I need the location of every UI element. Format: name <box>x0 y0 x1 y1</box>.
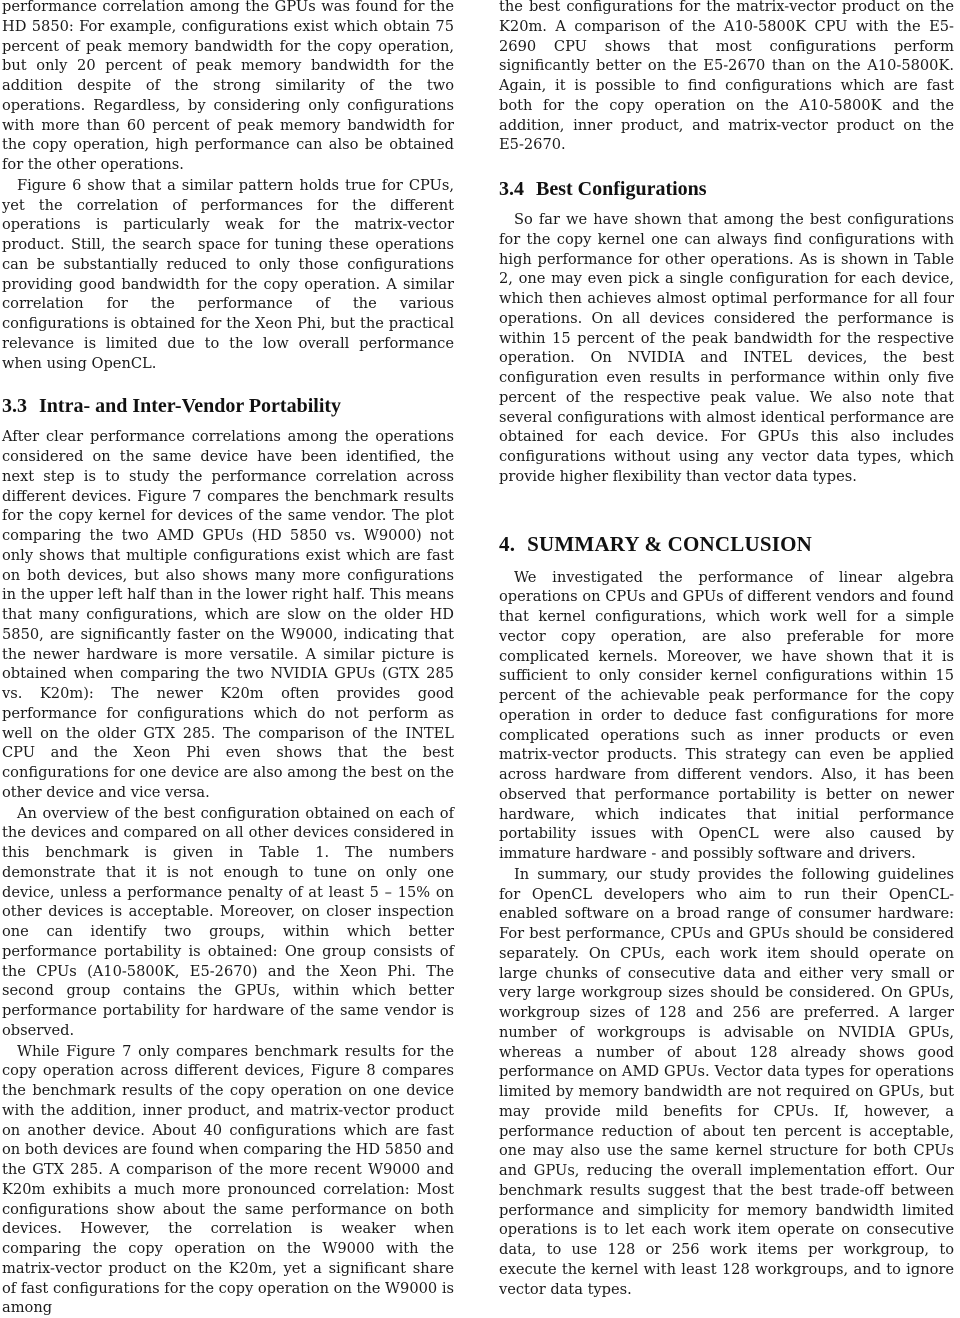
paragraph-summary: We investigated the performance of linear algebra operations on CPUs and GPUs of different vendors and found that kernel configurations, which work well for a simple vector copy operation, are also preferable for more complicated kernels. Moreover, we have shown that it is sufficient to only consider kernel configurations within 15 percent of the achievable peak performance for the copy operation in order to deduce fast configurations for more complicated operations such as inner products or even matrix-vector products. This strategy can even be applied across hardware from different vendors. Also, it has been observed that performance portability is better on newer hardware, which indicates that initial performance portability issues with OpenCL were also caused by immature hardware - and possibly software and drivers. <box>499 568 954 864</box>
section-title: Intra- and Inter-Vendor Portability <box>39 395 341 417</box>
section-title: SUMMARY & CONCLUSION <box>527 532 812 556</box>
section-number: 3.4 <box>499 178 524 200</box>
paragraph-table-overview: An overview of the best configuration obtained on each of the devices and compared on all other devices considered in this benchmark is given in Table 1. The numbers demonstrate that it is not enough to tune on only one device, unless a performance penalty of at least 5 – 15% on other devices is acceptable. Moreover, on closer inspection one can identify two groups, within which better performance portability is obtained: One group consists of the CPUs (A10-5800K, E5-2670) and the Xeon Phi. The second group contains the GPUs, within which better performance portability for hardware of the same vendor is observed. <box>2 804 454 1041</box>
section-heading-4 <box>499 531 954 557</box>
paragraph-best-configurations: So far we have shown that among the best configurations for the copy kernel one can always find configurations with high performance for other operations. As is shown in Table 2, one may even pick a single configuration for each device, which then achieves almost optimal performance for all four operations. On all devices considered the performance is within 15 percent of the peak bandwidth for the respective operation. On NVIDIA and INTEL devices, the best configuration even results in performance within only five percent of the respective peak value. We also note that several configurations with almost identical performance are obtained for each device. For GPUs this also includes configurations without using any vector data types, which provide higher flexibility than vector data types. <box>499 210 954 487</box>
paragraph-cpu-correlation: Figure 6 show that a similar pattern holds true for CPUs, yet the correlation of performances for the different operations is particularly weak for the matrix-vector product. Still, the search space for tuning these operations can be substantially reduced to only those configurations providing good bandwidth for the copy operation. A similar correlation for the performance of the various configurations is obtained for the Xeon Phi, but the practical relevance is limited due to the low overall performance when using OpenCL. <box>2 176 454 374</box>
paragraph-guidelines: In summary, our study provides the following guidelines for OpenCL developers who aim to run their OpenCL-enabled software on a broad range of consumer hardware: For best performance, CPUs and GPUs should be considered separately. On CPUs, each work item should operate on large chunks of consecutive data and either very small or very large workgroup sizes should be considered. On GPUs, workgroup sizes of 128 and 256 are preferred. A larger number of workgroups is advisable on NVIDIA GPUs, whereas a number of about 128 already shows good performance on AMD GPUs. Vector data types for operations limited by memory bandwidth are not required on GPUs, but may provide mild benefits for CPUs. If, however, a performance reduction of about ten percent is acceptable, one may also use the same kernel structure for both CPUs and GPUs, reducing the overall implementation effort. Our benchmark results suggest that the best trade-off between performance and simplicity for memory bandwidth limited operations is to let each work item operate on consecutive data, to use 128 or 256 work items per workgroup, to execute the kernel with least 128 workgroups, and to ignore vector data types. <box>499 865 954 1300</box>
section-number: 4. <box>499 532 515 556</box>
right-column <box>499 0 954 1299</box>
section-heading-3-3 <box>2 394 454 418</box>
section-title: Best Configurations <box>536 178 707 200</box>
paragraph-cross-device: After clear performance correlations among the operations considered on the same device have been identified, the next step is to study the performance correlation across different devices. Figure 7 compares the benchmark results for the copy kernel for devices of the same vendor. The plot comparing the two AMD GPUs (HD 5850 vs. W9000) not only shows that multiple configurations exist which are fast on both devices, but also shows many more configurations in the upper left half than in the lower right half. This means that many configurations, which are slow on the older HD 5850, are significantly faster on the W9000, indicating that the newer hardware is more versatile. A similar picture is obtained when comparing the two NVIDIA GPUs (GTX 285 vs. K20m): The newer K20m often provides good performance for configurations which do not perform as well on the older GTX 285. The comparison of the INTEL CPU and the Xeon Phi even shows that the best configurations for one device are also among the best on the other device and vice versa. <box>2 427 454 802</box>
paragraph-cpu-comparison: the best configurations for the matrix-vector product on the K20m. A comparison of the A10-5800K CPU with the E5-2690 CPU shows that most configurations perform significantly better on the E5-2670 than on the A10-5800K. Again, it is possible to find configurations which are fast both for the copy operation on the A10-5800K and the addition, inner product, and matrix-vector product on the E5-2670. <box>499 0 954 155</box>
left-column <box>2 0 454 1318</box>
section-heading-3-4 <box>499 177 954 201</box>
section-number: 3.3 <box>2 395 27 417</box>
paragraph-gpu-correlation: performance correlation among the GPUs was found for the HD 5850: For example, configurations exist which obtain 75 percent of peak memory bandwidth for the copy operation, but only 20 percent of peak memory bandwidth for the addition despite of the strong similarity of the two operations. Regardless, by considering only configurations with more than 60 percent of peak memory bandwidth for the copy operation, high performance can also be obtained for the other operations. <box>2 0 454 175</box>
paragraph-figure-8: While Figure 7 only compares benchmark results for the copy operation across different devices, Figure 8 compares the benchmark results of the copy operation on one device with the addition, inner product, and matrix-vector product on another device. About 40 configurations which are fast on both devices are found when comparing the HD 5850 and the GTX 285. A comparison of the more recent W9000 and K20m exhibits a much more pronounced correlation: Most configurations show about the same performance on both devices. However, the correlation is weaker when comparing the copy operation on the W9000 with the matrix-vector product on the K20m, yet a significant share of fast configurations for the copy operation on the W9000 is among <box>2 1042 454 1318</box>
